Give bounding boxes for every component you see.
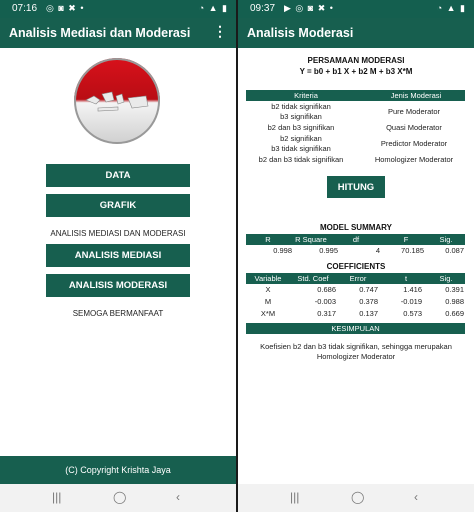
data-button[interactable]: DATA xyxy=(46,164,190,187)
grafik-button[interactable]: GRAFIK xyxy=(46,194,190,217)
equation: Y = b0 + b1 X + b2 M + b3 X*M xyxy=(299,67,413,76)
criteria-row-1-line-2: b3 signifikan xyxy=(280,112,322,121)
app-bar xyxy=(0,18,236,48)
notification-icons: ▶ ◎ ◙ ✖ • xyxy=(284,3,334,13)
recents-icon[interactable]: ||| xyxy=(290,490,300,504)
status-bar xyxy=(0,0,236,18)
copyright-footer: (C) Copyright Krishta Jaya xyxy=(0,456,236,484)
model-summary-header xyxy=(246,234,465,245)
coef-row-1-stdcoef: 0.686 xyxy=(317,285,336,294)
moderation-screen xyxy=(238,0,474,512)
home-icon[interactable]: ◯ xyxy=(351,490,365,504)
ms-value-f: 70.185 xyxy=(401,246,424,255)
notification-icons: ◎ ◙ ✖ • xyxy=(46,3,85,13)
hitung-button[interactable]: HITUNG xyxy=(327,176,385,198)
home-icon[interactable]: ◯ xyxy=(113,490,127,504)
section-label: ANALISIS MEDIASI DAN MODERASI xyxy=(50,229,186,238)
back-icon[interactable]: ‹ xyxy=(176,490,180,504)
coef-row-2-t: -0.019 xyxy=(400,297,422,306)
ms-header-f: F xyxy=(403,235,409,244)
criteria-row-1-type: Pure Moderator xyxy=(387,107,441,116)
coef-row-3-stdcoef: 0.317 xyxy=(317,309,336,318)
ms-value-sig: 0.087 xyxy=(445,246,464,255)
coef-row-1-t: 1.416 xyxy=(403,285,422,294)
criteria-row-3-type: Predictor Moderator xyxy=(380,139,448,148)
app-bar xyxy=(238,18,474,48)
criteria-row-3-line-2: b3 tidak signifikan xyxy=(271,144,331,153)
overflow-menu-icon[interactable]: ⋮ xyxy=(213,23,227,39)
coef-row-2-variable: M xyxy=(264,297,272,306)
kesimpulan-header xyxy=(246,323,465,334)
coef-row-1-sig: 0.391 xyxy=(445,285,464,294)
indonesia-logo xyxy=(74,58,160,144)
ms-header-rsquare: R Square xyxy=(295,235,327,244)
criteria-row-4-line-1: b2 dan b3 tidak signifikan xyxy=(258,155,344,164)
coef-header-t: t xyxy=(404,274,408,283)
coef-row-1-error: 0.747 xyxy=(359,285,378,294)
status-time: 07:16 xyxy=(12,3,38,14)
coef-header-error: Error xyxy=(349,274,367,283)
criteria-row-2-line-1: b2 dan b3 signifikan xyxy=(267,123,335,132)
ms-value-df: 4 xyxy=(375,246,380,255)
criteria-row-2-type: Quasi Moderator xyxy=(386,123,442,132)
criteria-row-1-line-1: b2 tidak signifikan xyxy=(271,102,331,111)
main-menu-screen xyxy=(0,0,236,512)
ms-value-rsquare: 0.995 xyxy=(319,246,338,255)
coef-row-3-sig: 0.669 xyxy=(445,309,464,318)
signal-battery-icon: ◔ ▲ ▮ xyxy=(436,3,466,13)
status-bar xyxy=(238,0,474,18)
app-title: Analisis Mediasi dan Moderasi xyxy=(9,26,191,40)
coef-row-2-sig: 0.988 xyxy=(445,297,464,306)
jenis-col-header: Jenis Moderasi xyxy=(390,91,442,100)
coef-row-1-variable: X xyxy=(265,285,271,294)
signal-battery-icon: ◔ ▲ ▮ xyxy=(198,3,228,13)
coef-row-3-variable: X*M xyxy=(260,309,276,318)
criteria-header xyxy=(246,90,465,101)
closing-text: SEMOGA BERMANFAAT xyxy=(72,309,164,318)
coefficients-title: COEFFICIENTS xyxy=(326,262,386,271)
model-summary-title: MODEL SUMMARY xyxy=(320,223,392,232)
coefficients-header xyxy=(246,273,465,284)
archipelago-map-icon xyxy=(84,88,150,114)
equation-title: PERSAMAAN MODERASI xyxy=(307,56,405,65)
app-title: Analisis Moderasi xyxy=(247,26,354,40)
coef-row-2-stdcoef: -0.003 xyxy=(314,297,336,306)
kesimpulan-title: KESIMPULAN xyxy=(331,324,380,333)
coef-row-3-t: 0.573 xyxy=(403,309,422,318)
kesimpulan-text: Koefisien b2 dan b3 tidak signifikan, sehingga merupakan Homologizer Moderator xyxy=(260,342,452,361)
coef-header-variable: Variable xyxy=(254,274,282,283)
coef-header-sig: Sig. xyxy=(439,274,453,283)
analisis-moderasi-button[interactable]: ANALISIS MODERASI xyxy=(46,274,190,297)
ms-header-sig: Sig. xyxy=(439,235,453,244)
system-nav-bar xyxy=(0,484,236,512)
ms-header-r: R xyxy=(265,235,271,244)
criteria-row-4-type: Homologizer Moderator xyxy=(374,155,454,164)
recents-icon[interactable]: ||| xyxy=(52,490,62,504)
back-icon[interactable]: ‹ xyxy=(414,490,418,504)
ms-value-r: 0.998 xyxy=(273,246,292,255)
coef-header-stdcoef: Std. Coef xyxy=(297,274,329,283)
coef-row-3-error: 0.137 xyxy=(359,309,378,318)
criteria-col-header: Kriteria xyxy=(294,91,318,100)
system-nav-bar xyxy=(238,484,474,512)
ms-header-df: df xyxy=(352,235,360,244)
analisis-mediasi-button[interactable]: ANALISIS MEDIASI xyxy=(46,244,190,267)
criteria-row-3-line-1: b2 signifikan xyxy=(280,134,322,143)
coef-row-2-error: 0.378 xyxy=(359,297,378,306)
status-time: 09:37 xyxy=(250,3,276,14)
